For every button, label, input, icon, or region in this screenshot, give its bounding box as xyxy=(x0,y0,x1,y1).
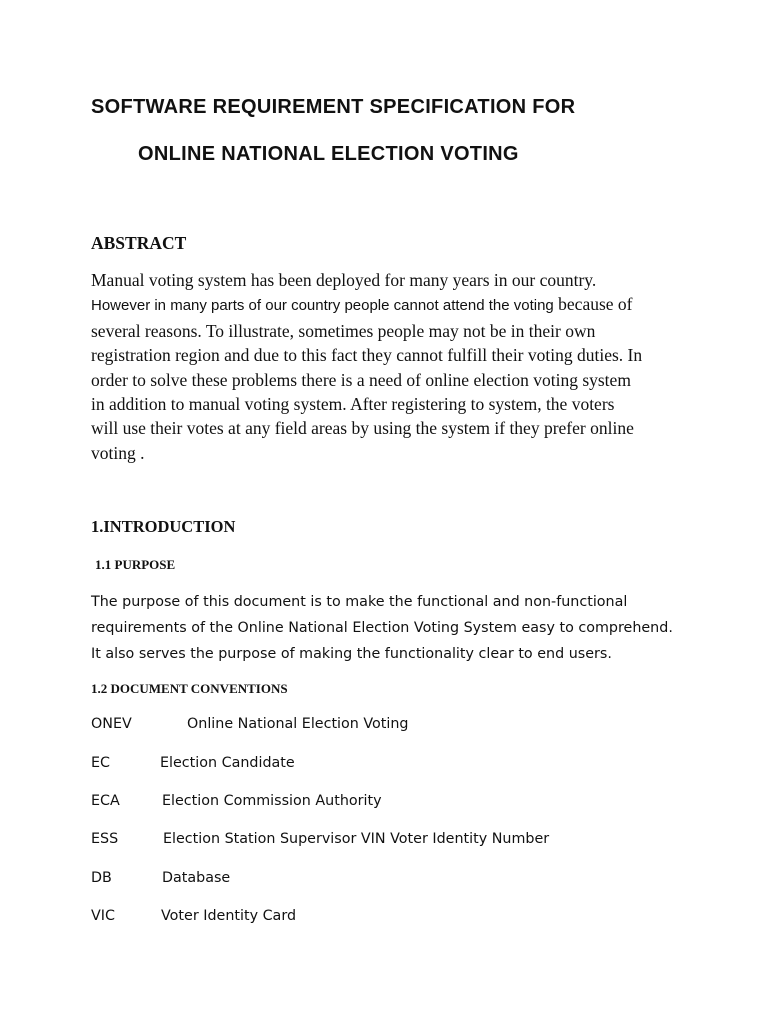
convention-abbreviation: ONEV xyxy=(91,716,132,732)
convention-definition: Voter Identity Card xyxy=(161,908,297,924)
convention-definition: Election Commission Authority xyxy=(162,793,382,809)
abstract-line-part: However in many parts of our country people cannot attend the voting xyxy=(91,297,554,315)
conventions-heading: 1.2 DOCUMENT CONVENTIONS xyxy=(91,681,288,696)
convention-abbreviation: ESS xyxy=(91,831,119,847)
convention-row xyxy=(0,831,768,855)
abstract-line: voting . xyxy=(91,442,145,463)
document-title-line-2: ONLINE NATIONAL ELECTION VOTING xyxy=(138,143,519,165)
convention-row xyxy=(0,908,768,932)
abstract-line: several reasons. To illustrate, sometimes people may not be in their own xyxy=(91,320,596,341)
abstract-line-part: because of xyxy=(558,294,633,315)
abstract-line xyxy=(91,292,691,318)
abstract-line: registration region and due to this fact they cannot fulfill their voting duties. In xyxy=(91,345,643,366)
convention-definition: Election Candidate xyxy=(160,755,295,771)
abstract-line: will use their votes at any field areas by using the system if they prefer online xyxy=(91,418,634,439)
abstract-line: in addition to manual voting system. After registering to system, the voters xyxy=(91,394,615,415)
convention-abbreviation: EC xyxy=(91,755,111,771)
purpose-line: It also serves the purpose of making the functionality clear to end users. xyxy=(91,646,612,662)
abstract-paragraph xyxy=(91,268,691,465)
purpose-line: requirements of the Online National Election Voting System easy to comprehend. xyxy=(91,620,673,636)
document-title-line-1: SOFTWARE REQUIREMENT SPECIFICATION FOR xyxy=(91,96,576,118)
introduction-heading: 1.INTRODUCTION xyxy=(91,517,236,536)
convention-row xyxy=(0,755,768,779)
purpose-line: The purpose of this document is to make the functional and non-functional xyxy=(91,594,628,610)
convention-abbreviation: VIC xyxy=(91,908,115,924)
convention-abbreviation: DB xyxy=(91,870,112,886)
convention-abbreviation: ECA xyxy=(91,793,120,809)
abstract-line: Manual voting system has been deployed for many years in our country. xyxy=(91,270,597,290)
convention-row xyxy=(0,716,768,740)
abstract-heading: ABSTRACT xyxy=(91,233,187,253)
purpose-paragraph xyxy=(91,589,691,667)
abstract-line: order to solve these problems there is a need of online election voting system xyxy=(91,369,631,390)
purpose-heading: 1.1 PURPOSE xyxy=(95,557,176,572)
convention-row xyxy=(0,870,768,894)
convention-definition: Database xyxy=(162,870,231,886)
convention-definition: Online National Election Voting xyxy=(187,716,409,732)
convention-row xyxy=(0,793,768,817)
convention-definition: Election Station Supervisor VIN Voter Identity Number xyxy=(163,831,550,847)
